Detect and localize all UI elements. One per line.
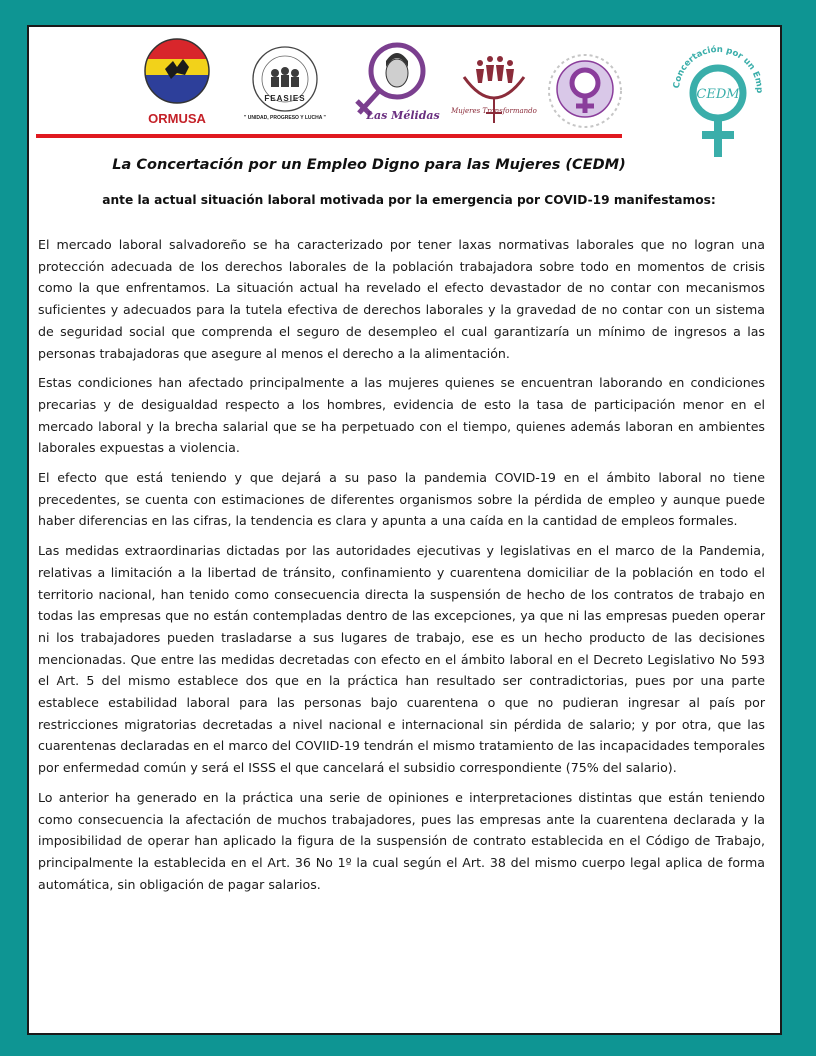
mujeres-transformando-logo xyxy=(451,47,537,129)
melidas-emblem-icon xyxy=(347,39,439,117)
body-paragraph: El efecto que está teniendo y que dejará a su paso la pandemia COVID-19 en el ámbito laboral no tiene precedentes, se cuenta con estimaciones de diferentes organismos sobre la pérdida de empleo y aunque puede haber diferencias en las cifras, la tendencia es clara y apunta a una caída en la cantidad de empleos formales. xyxy=(38,470,765,529)
feasies-logo xyxy=(239,45,331,125)
mujeres-transformando-emblem-icon xyxy=(454,47,534,129)
mujeres-transformando-label: Mujeres Transformando xyxy=(451,107,537,115)
document-body xyxy=(38,234,765,903)
women-symbol-emblem-icon xyxy=(545,51,625,131)
ormusa-label: ORMUSA xyxy=(148,111,206,126)
ormusa-logo xyxy=(137,37,217,126)
body-paragraph: Estas condiciones han afectado principalmente a las mujeres quienes se encuentran laborando en condiciones precarias y de desigualdad respecto a los hombres, evidencia de esto la tasa de participación menor en el mercado laboral y la brecha salarial que se ha perpetuado con el tiempo, quienes además laboran en ambientes laborales expuestas a violencia. xyxy=(38,375,765,456)
women-symbol-logo xyxy=(545,51,625,131)
cedm-label: CEDM xyxy=(696,87,740,102)
melidas-label: Las Mélidas xyxy=(366,109,440,122)
ormusa-emblem-icon xyxy=(137,37,217,107)
melidas-logo xyxy=(347,39,439,129)
body-paragraph: Lo anterior ha generado en la práctica una serie de opiniones e interpretaciones distintas que están teniendo como consecuencia la afectación de muchos trabajadores, pues las empresas ante la cuarentena declarada y la imposibilidad de operar han aplicado la figura de la suspensión de contrato establecida en el Código de Trabajo, principalmente la establecida en el Art. 36 No 1º la cual según el Art. 38 del mismo cuerpo legal aplica de forma automática, sin obligación de pagar salarios. xyxy=(38,789,765,892)
document-title: La Concertación por un Empleo Digno para las Mujeres (CEDM) xyxy=(112,157,626,173)
document-subtitle: ante la actual situación laboral motivada por la emergencia por COVID-19 manifestamos: xyxy=(102,193,716,207)
feasies-motto: " UNIDAD, PROGRESO Y LUCHA " xyxy=(244,115,326,121)
cedm-emblem-icon xyxy=(665,37,771,163)
document-page xyxy=(27,25,782,1035)
cedm-ring-text: Concertación por un Emp xyxy=(672,44,765,94)
body-paragraph: Las medidas extraordinarias dictadas por las autoridades ejecutivas y legislativas en el marco de la Pandemia, relativas a limitación a la libertad de tránsito, confinamiento y cuarentena domiciliar de la población en todo el territorio nacional, han tenido como consecuencia directa la suspensión de hecho de los contratos de trabajo en todas las empresas que no están contempladas dentro de las excepciones, ya que ni las empresas pueden operar ni los trabajadores pueden trasladarse a sus lugares de trabajo, ese es un hecho producto de las decisiones mencionadas. Que entre las medidas decretadas con efecto en el ámbito laboral en el Decreto Legislativo No 593 el Art. 5 del mismo establece dos que en la práctica han resultado ser contradictorias, pues por una parte establece estabilidad laboral para las personas bajo cuarentena o que no pudieran ingresar al país por restricciones migratorias decretadas a nivel nacional e internacional sin pérdida de salario; y por otra, que las cuarentenas declaradas en el marco del COVIID-19 tendrán el mismo tratamiento de las incapacidades temporales por enfermedad común y será el ISSS el que cancelará el subsidio correspondiente (75% del salario). xyxy=(38,543,765,776)
body-paragraph: El mercado laboral salvadoreño se ha caracterizado por tener laxas normativas laborales que no logran una protección adecuada de los derechos laborales de la población trabajadora sobre todo en momentos de crisis como la que enfrentamos. La situación actual ha revelado el efecto devastador de no contar con mecanismos suficientes y adecuados para la tutela efectiva de derechos laborales y la gravedad de no contar con un sistema de seguridad social que comprenda el seguro de desempleo el cual garantizaría un mínimo de ingresos a las personas trabajadoras que asegure al menos el derecho a la alimentación. xyxy=(38,237,765,361)
cedm-logo xyxy=(665,37,771,163)
feasies-label: FEASIES xyxy=(264,94,306,103)
red-divider xyxy=(36,134,622,138)
